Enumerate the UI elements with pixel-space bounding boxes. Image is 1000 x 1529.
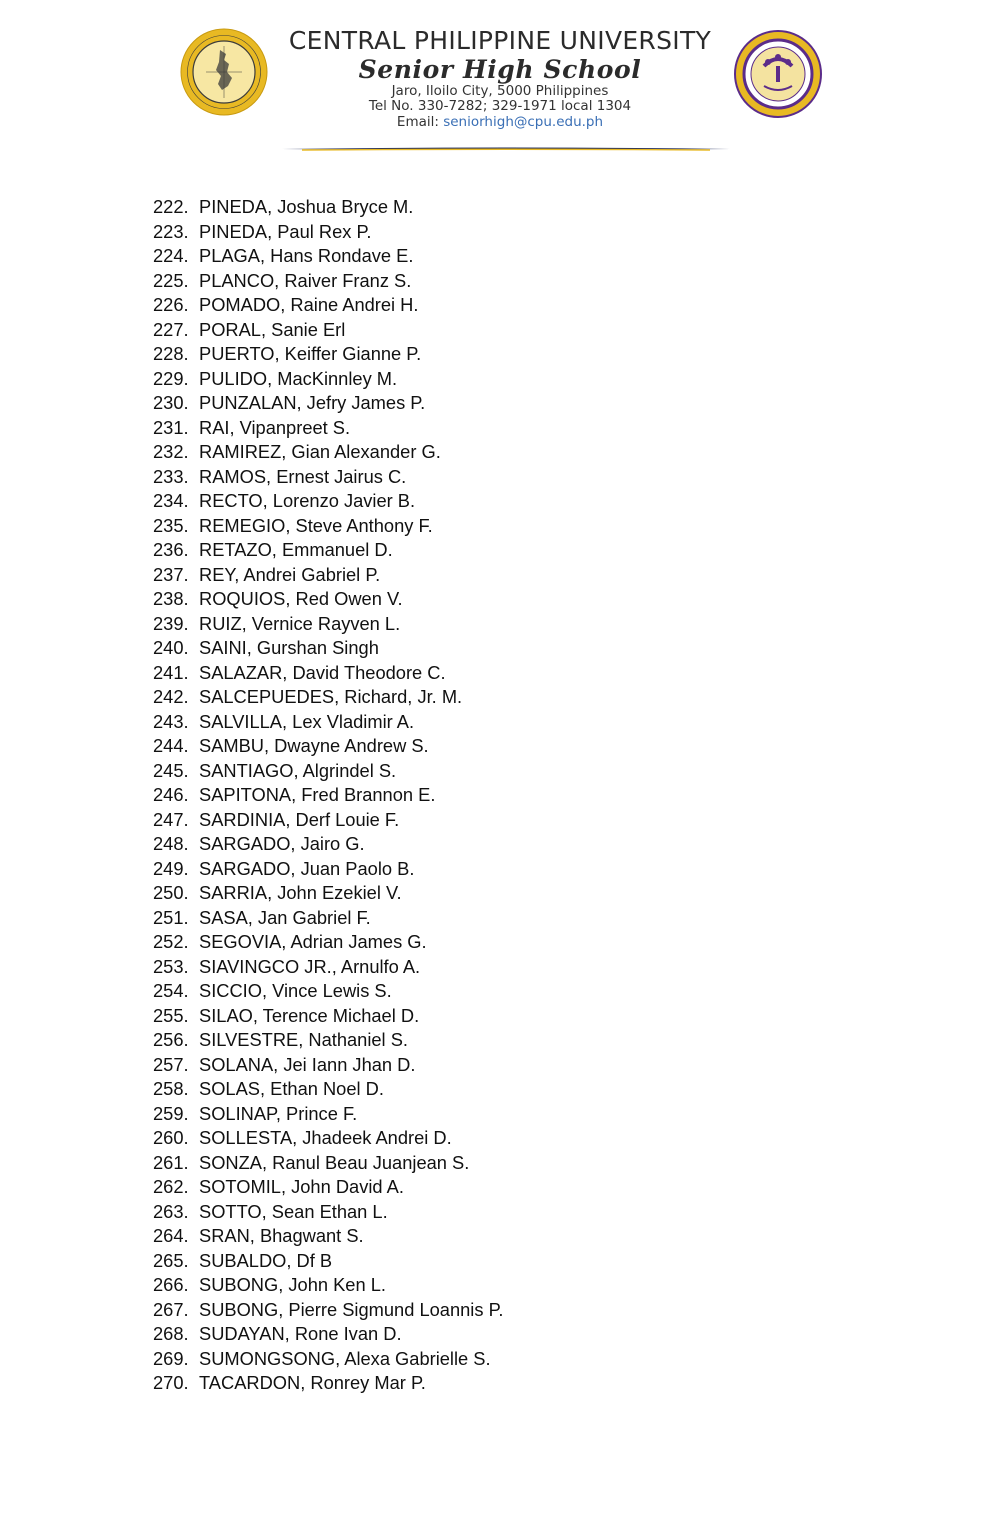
letterhead bbox=[0, 0, 1000, 160]
list-item-number: 234. bbox=[153, 490, 189, 511]
list-item bbox=[153, 220, 504, 245]
list-item bbox=[153, 416, 504, 441]
list-item bbox=[153, 514, 504, 539]
email-address[interactable]: seniorhigh@cpu.edu.ph bbox=[443, 114, 604, 130]
list-item-number: 235. bbox=[153, 514, 189, 536]
list-item-number: 262. bbox=[153, 1176, 189, 1197]
list-item-name: SARGADO, Jairo G. bbox=[199, 833, 365, 854]
list-item bbox=[153, 1126, 504, 1151]
list-item-number: 228. bbox=[153, 343, 189, 364]
list-item bbox=[153, 783, 504, 808]
list-item-name: SUDAYAN, Rone Ivan D. bbox=[199, 1323, 402, 1344]
list-item-name: RAI, Vipanpreet S. bbox=[199, 416, 351, 438]
list-item-name: RETAZO, Emmanuel D. bbox=[199, 539, 393, 560]
list-item bbox=[153, 906, 504, 931]
list-item-name: SUMONGSONG, Alexa Gabrielle S. bbox=[199, 1347, 491, 1369]
list-item-name: SOTTO, Sean Ethan L. bbox=[199, 1200, 388, 1222]
list-item bbox=[153, 195, 504, 220]
list-item-number: 242. bbox=[153, 686, 189, 707]
list-item-name: SALAZAR, David Theodore C. bbox=[199, 661, 446, 683]
list-item-name: SAINI, Gurshan Singh bbox=[199, 637, 379, 658]
list-item-number: 239. bbox=[153, 612, 189, 634]
list-item-name: SOLAS, Ethan Noel D. bbox=[199, 1078, 384, 1099]
list-item-name: SRAN, Bhagwant S. bbox=[199, 1225, 364, 1246]
school-email-line bbox=[280, 114, 720, 130]
list-item bbox=[153, 318, 504, 343]
list-item-name: SEGOVIA, Adrian James G. bbox=[199, 931, 427, 952]
list-item-name: SARRIA, John Ezekiel V. bbox=[199, 882, 402, 903]
list-item bbox=[153, 955, 504, 980]
list-item-name: SILVESTRE, Nathaniel S. bbox=[199, 1029, 408, 1050]
list-item bbox=[153, 489, 504, 514]
list-item-number: 250. bbox=[153, 882, 189, 903]
list-item bbox=[153, 293, 504, 318]
list-item bbox=[153, 538, 504, 563]
list-item bbox=[153, 710, 504, 735]
list-item-name: RAMOS, Ernest Jairus C. bbox=[199, 465, 407, 487]
list-item-number: 265. bbox=[153, 1249, 189, 1271]
list-item bbox=[153, 1273, 504, 1298]
list-item-number: 264. bbox=[153, 1225, 189, 1246]
list-item-name: RECTO, Lorenzo Javier B. bbox=[199, 490, 416, 511]
header-divider bbox=[282, 146, 730, 152]
list-item-name: SALCEPUEDES, Richard, Jr. M. bbox=[199, 686, 463, 707]
list-item-number: 222. bbox=[153, 196, 189, 217]
list-item bbox=[153, 587, 504, 612]
list-item-number: 251. bbox=[153, 906, 189, 928]
list-item bbox=[153, 612, 504, 637]
list-item-name: SOLINAP, Prince F. bbox=[199, 1102, 358, 1124]
list-item bbox=[153, 759, 504, 784]
list-item-name: PINEDA, Paul Rex P. bbox=[199, 220, 372, 242]
list-item bbox=[153, 661, 504, 686]
list-item bbox=[153, 685, 504, 710]
list-item-number: 261. bbox=[153, 1151, 189, 1173]
list-item-number: 263. bbox=[153, 1200, 189, 1222]
list-item bbox=[153, 808, 504, 833]
list-item-name: SUBONG, John Ken L. bbox=[199, 1274, 386, 1295]
list-item-name: REMEGIO, Steve Anthony F. bbox=[199, 514, 433, 536]
list-item-number: 270. bbox=[153, 1372, 189, 1393]
list-item-name: SUBONG, Pierre Sigmund Loannis P. bbox=[199, 1298, 504, 1320]
list-item-number: 255. bbox=[153, 1004, 189, 1026]
list-item bbox=[153, 881, 504, 906]
email-label: Email: bbox=[396, 114, 444, 130]
list-item bbox=[153, 1298, 504, 1323]
list-item-number: 246. bbox=[153, 784, 189, 805]
list-item-name: SOLLESTA, Jhadeek Andrei D. bbox=[199, 1127, 452, 1148]
list-item-name: SARDINIA, Derf Louie F. bbox=[199, 808, 400, 830]
list-item bbox=[153, 1200, 504, 1225]
list-item bbox=[153, 636, 504, 661]
list-item bbox=[153, 1249, 504, 1274]
list-item-name: SAPITONA, Fred Brannon E. bbox=[199, 784, 436, 805]
list-item-name: SANTIAGO, Algrindel S. bbox=[199, 759, 397, 781]
list-item bbox=[153, 979, 504, 1004]
list-item bbox=[153, 244, 504, 269]
list-item-name: SARGADO, Juan Paolo B. bbox=[199, 857, 415, 879]
list-item bbox=[153, 1175, 504, 1200]
list-item bbox=[153, 1224, 504, 1249]
list-item-number: 245. bbox=[153, 759, 189, 781]
list-item-name: SAMBU, Dwayne Andrew S. bbox=[199, 735, 429, 756]
list-item bbox=[153, 1077, 504, 1102]
list-item-number: 260. bbox=[153, 1127, 189, 1148]
list-item-number: 227. bbox=[153, 318, 189, 340]
list-item bbox=[153, 1347, 504, 1372]
list-item-name: POMADO, Raine Andrei H. bbox=[199, 294, 419, 315]
list-item-name: PUERTO, Keiffer Gianne P. bbox=[199, 343, 422, 364]
list-item-number: 230. bbox=[153, 392, 189, 413]
list-item bbox=[153, 734, 504, 759]
list-item-name: PLANCO, Raiver Franz S. bbox=[199, 269, 412, 291]
list-item-name: SILAO, Terence Michael D. bbox=[199, 1004, 420, 1026]
list-item-number: 241. bbox=[153, 661, 189, 683]
list-item bbox=[153, 1028, 504, 1053]
list-item-number: 249. bbox=[153, 857, 189, 879]
letterhead-text bbox=[280, 26, 720, 130]
list-item bbox=[153, 832, 504, 857]
list-item-number: 237. bbox=[153, 563, 189, 585]
list-item bbox=[153, 1371, 504, 1396]
list-item bbox=[153, 930, 504, 955]
list-item-number: 268. bbox=[153, 1323, 189, 1344]
list-item-name: PULIDO, MacKinnley M. bbox=[199, 367, 398, 389]
list-item-number: 259. bbox=[153, 1102, 189, 1124]
list-item-number: 225. bbox=[153, 269, 189, 291]
list-item-name: PLAGA, Hans Rondave E. bbox=[199, 245, 414, 266]
list-item bbox=[153, 1151, 504, 1176]
list-item-name: SASA, Jan Gabriel F. bbox=[199, 906, 371, 928]
list-item bbox=[153, 1053, 504, 1078]
shs-seal-icon bbox=[734, 30, 822, 118]
list-item-number: 247. bbox=[153, 808, 189, 830]
list-item-name: SALVILLA, Lex Vladimir A. bbox=[199, 710, 415, 732]
list-item-name: SOTOMIL, John David A. bbox=[199, 1176, 404, 1197]
list-item-number: 253. bbox=[153, 955, 189, 977]
list-item bbox=[153, 1004, 504, 1029]
list-item-number: 269. bbox=[153, 1347, 189, 1369]
list-item-name: SIAVINGCO JR., Arnulfo A. bbox=[199, 955, 421, 977]
list-item-number: 252. bbox=[153, 931, 189, 952]
list-item-name: ROQUIOS, Red Owen V. bbox=[199, 588, 403, 609]
list-item-name: SONZA, Ranul Beau Juanjean S. bbox=[199, 1151, 470, 1173]
list-item-number: 226. bbox=[153, 294, 189, 315]
list-item-number: 256. bbox=[153, 1029, 189, 1050]
list-item-name: SUBALDO, Df B bbox=[199, 1249, 333, 1271]
list-item bbox=[153, 269, 504, 294]
list-item-name: PORAL, Sanie Erl bbox=[199, 318, 346, 340]
list-item-number: 257. bbox=[153, 1053, 189, 1075]
school-phone: Tel No. 330-7282; 329-1971 local 1304 bbox=[368, 98, 632, 114]
list-item-number: 240. bbox=[153, 637, 189, 658]
list-item bbox=[153, 440, 504, 465]
list-item-number: 258. bbox=[153, 1078, 189, 1099]
list-item-name: SOLANA, Jei Iann Jhan D. bbox=[199, 1053, 416, 1075]
list-item-number: 266. bbox=[153, 1274, 189, 1295]
list-item-name: RUIZ, Vernice Rayven L. bbox=[199, 612, 401, 634]
list-item-number: 243. bbox=[153, 710, 189, 732]
list-item-number: 267. bbox=[153, 1298, 189, 1320]
list-item-number: 223. bbox=[153, 220, 189, 242]
university-name: CENTRAL PHILIPPINE UNIVERSITY bbox=[288, 26, 712, 55]
list-item-number: 248. bbox=[153, 833, 189, 854]
list-item bbox=[153, 1102, 504, 1127]
list-item-name: SICCIO, Vince Lewis S. bbox=[199, 980, 392, 1001]
list-item-number: 244. bbox=[153, 735, 189, 756]
list-item-number: 233. bbox=[153, 465, 189, 487]
list-item bbox=[153, 367, 504, 392]
cpu-seal-icon bbox=[180, 28, 268, 116]
school-address: Jaro, Iloilo City, 5000 Philippines bbox=[391, 83, 609, 99]
list-item-number: 232. bbox=[153, 441, 189, 462]
list-item bbox=[153, 563, 504, 588]
list-item-name: TACARDON, Ronrey Mar P. bbox=[199, 1372, 426, 1393]
list-item-name: REY, Andrei Gabriel P. bbox=[199, 563, 381, 585]
list-item-name: PINEDA, Joshua Bryce M. bbox=[199, 196, 414, 217]
list-item-number: 231. bbox=[153, 416, 189, 438]
list-item-number: 254. bbox=[153, 980, 189, 1001]
list-item bbox=[153, 391, 504, 416]
list-item-name: PUNZALAN, Jefry James P. bbox=[199, 392, 426, 413]
list-item bbox=[153, 465, 504, 490]
list-item bbox=[153, 857, 504, 882]
list-item-name: RAMIREZ, Gian Alexander G. bbox=[199, 441, 441, 462]
list-item bbox=[153, 1322, 504, 1347]
list-item-number: 224. bbox=[153, 245, 189, 266]
list-item-number: 238. bbox=[153, 588, 189, 609]
student-list bbox=[153, 195, 504, 1396]
list-item-number: 236. bbox=[153, 539, 189, 560]
list-item-number: 229. bbox=[153, 367, 189, 389]
list-item bbox=[153, 342, 504, 367]
school-name: Senior High School bbox=[358, 55, 642, 84]
